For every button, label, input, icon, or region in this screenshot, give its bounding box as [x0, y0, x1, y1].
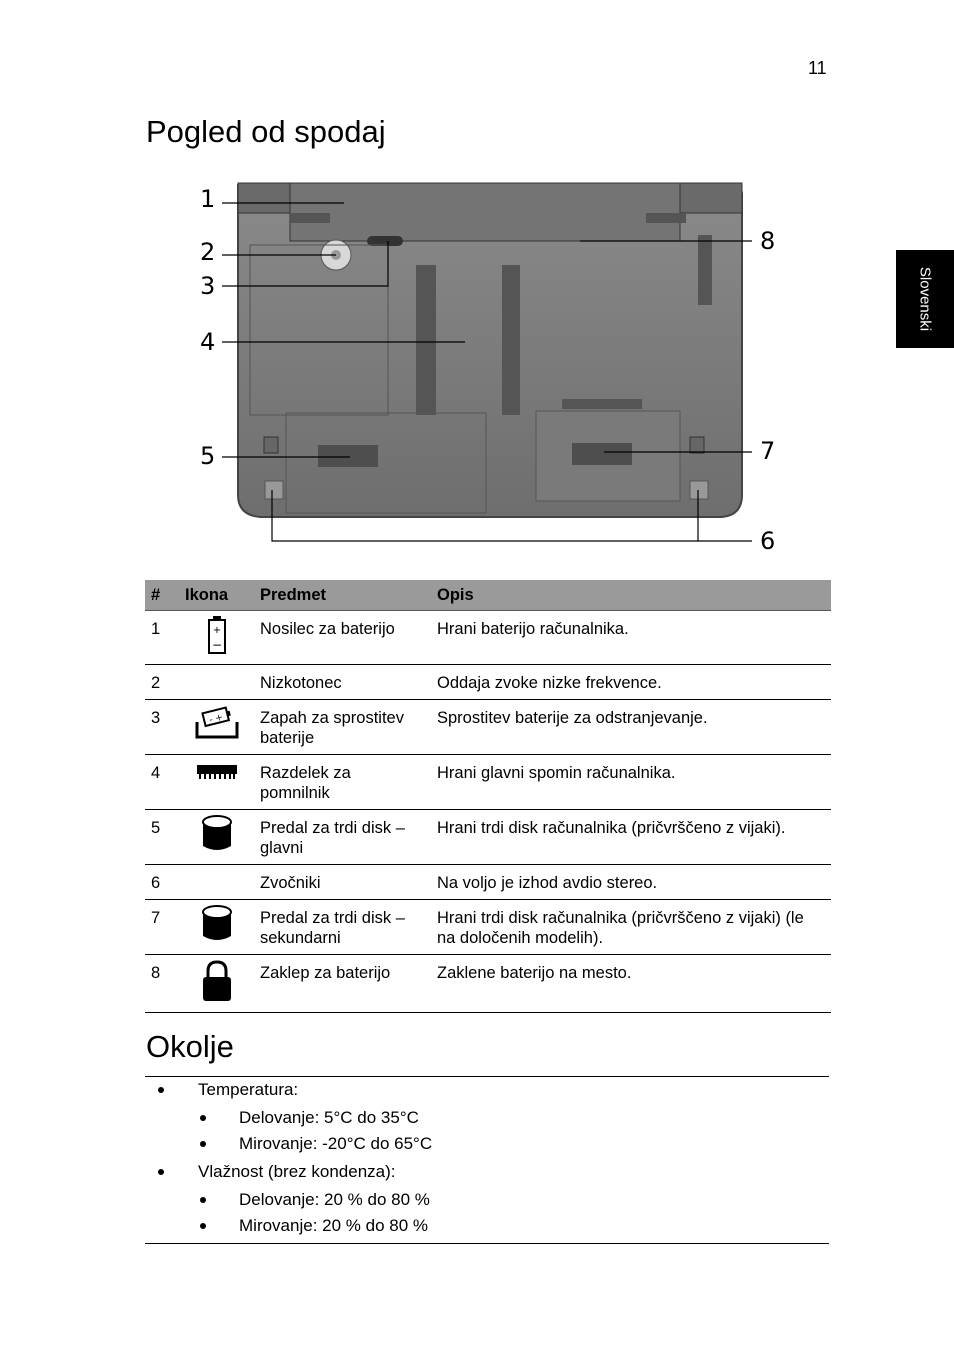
row-number: 8 [145, 955, 179, 1013]
callout-1: 1 [200, 185, 216, 213]
header-item: Predmet [254, 580, 431, 611]
row-description: Sprostitev baterije za odstranjevanje. [431, 700, 831, 755]
table-header-row [145, 580, 831, 611]
list-item: Vlažnost (brez kondenza): [198, 1162, 396, 1181]
hard-disk-icon [179, 900, 254, 955]
callout-5: 5 [200, 442, 216, 470]
list-item: Mirovanje: -20°C do 65°C [239, 1134, 433, 1153]
row-number: 2 [145, 665, 179, 700]
lock-icon [179, 955, 254, 1013]
row-number: 1 [145, 611, 179, 665]
table-row [145, 700, 831, 755]
memory-icon [179, 755, 254, 810]
battery-release-icon [179, 700, 254, 755]
bullet-icon [200, 1197, 206, 1203]
list-item: Delovanje: 5°C do 35°C [239, 1108, 419, 1127]
table-row [145, 810, 831, 865]
row-number: 5 [145, 810, 179, 865]
svg-text:+: + [212, 625, 221, 636]
row-item: Nosilec za baterijo [254, 611, 431, 665]
callout-3: 3 [200, 272, 216, 300]
table-row [145, 865, 831, 900]
list-item: Delovanje: 20 % do 80 % [239, 1190, 430, 1209]
language-tab [896, 250, 954, 348]
environment-list [145, 1076, 829, 1244]
callout-7: 7 [760, 437, 776, 465]
page-number: 11 [808, 58, 827, 78]
svg-text:−: − [211, 638, 222, 652]
callout-6: 6 [760, 527, 776, 555]
row-description: Hrani trdi disk računalnika (pričvrščeno z vijaki). [431, 810, 831, 865]
bullet-icon [158, 1169, 164, 1175]
table-row [145, 665, 831, 700]
row-description: Zaklene baterijo na mesto. [431, 955, 831, 1013]
row-description: Oddaja zvoke nizke frekvence. [431, 665, 831, 700]
hard-disk-icon [179, 810, 254, 865]
list-item: Temperatura: [198, 1080, 299, 1099]
row-description: Hrani trdi disk računalnika (pričvrščeno z vijaki) (le na določenih modelih). [431, 900, 831, 955]
table-row [145, 900, 831, 955]
laptop-bottom-illustration [190, 175, 790, 565]
callout-8: 8 [760, 227, 776, 255]
row-number: 3 [145, 700, 179, 755]
header-icon: Ikona [179, 580, 254, 611]
row-item: Predal za trdi disk – glavni [254, 810, 431, 865]
list-item: Mirovanje: 20 % do 80 % [239, 1216, 428, 1235]
row-item: Zvočniki [254, 865, 431, 900]
header-description: Opis [431, 580, 831, 611]
table-row [145, 611, 831, 665]
row-item: Razdelek za pomnilnik [254, 755, 431, 810]
svg-text:- +: - + [207, 712, 224, 726]
table-row [145, 755, 831, 810]
row-item: Zapah za sprostitev baterije [254, 700, 431, 755]
callout-2: 2 [200, 238, 216, 266]
bullet-icon [200, 1141, 206, 1147]
components-table [145, 580, 831, 1013]
row-number: 7 [145, 900, 179, 955]
language-tab-label: Slovenski [916, 266, 934, 332]
laptop-bottom-figure [190, 175, 790, 565]
row-description: Na voljo je izhod avdio stereo. [431, 865, 831, 900]
row-number: 4 [145, 755, 179, 810]
bullet-icon [200, 1115, 206, 1121]
row-item: Zaklep za baterijo [254, 955, 431, 1013]
battery-icon [179, 611, 254, 665]
row-description: Hrani glavni spomin računalnika. [431, 755, 831, 810]
table-row [145, 955, 831, 1013]
row-number: 6 [145, 865, 179, 900]
row-item: Predal za trdi disk – sekundarni [254, 900, 431, 955]
section-title-bottom-view: Pogled od spodaj [146, 114, 386, 149]
section-title-environment: Okolje [146, 1029, 234, 1064]
bullet-icon [200, 1223, 206, 1229]
bullet-icon [158, 1087, 164, 1093]
callout-4: 4 [200, 328, 216, 356]
row-description: Hrani baterijo računalnika. [431, 611, 831, 665]
header-number: # [145, 580, 179, 611]
row-item: Nizkotonec [254, 665, 431, 700]
